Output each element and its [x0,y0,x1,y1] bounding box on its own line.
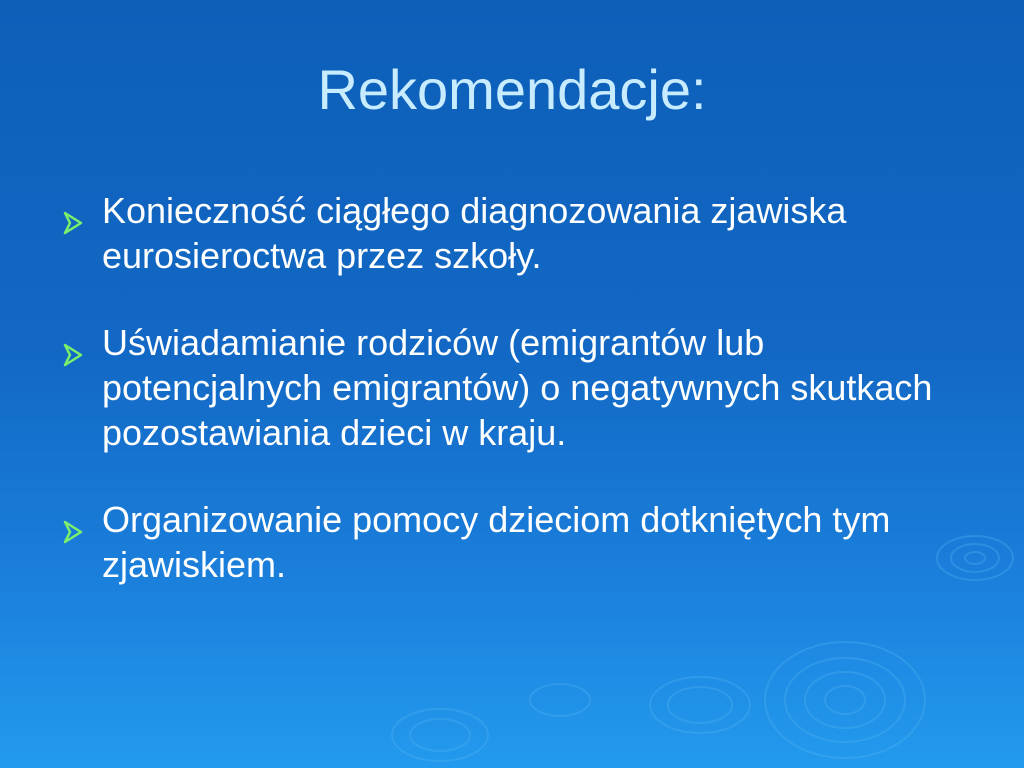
arrow-bullet-icon [62,320,102,377]
bullet-text: Konieczność ciągłego diagnozowania zjawiska eurosieroctwa przez szkoły. [102,190,847,276]
arrow-bullet-icon [62,188,102,245]
bullet-item [62,497,982,587]
bullet-item [62,188,982,278]
bullet-text: Uświadamianie rodziców (emigrantów lub potencjalnych emigrantów) o negatywnych skutkach pozostawiania dzieci w kraju. [102,322,933,453]
bullet-list [62,188,982,587]
arrow-bullet-icon [62,497,102,554]
bullet-text: Organizowanie pomocy dzieciom dotkniętych tym zjawiskiem. [102,499,891,585]
slide-title: Rekomendacje: [317,58,707,121]
bullet-item [62,320,982,455]
